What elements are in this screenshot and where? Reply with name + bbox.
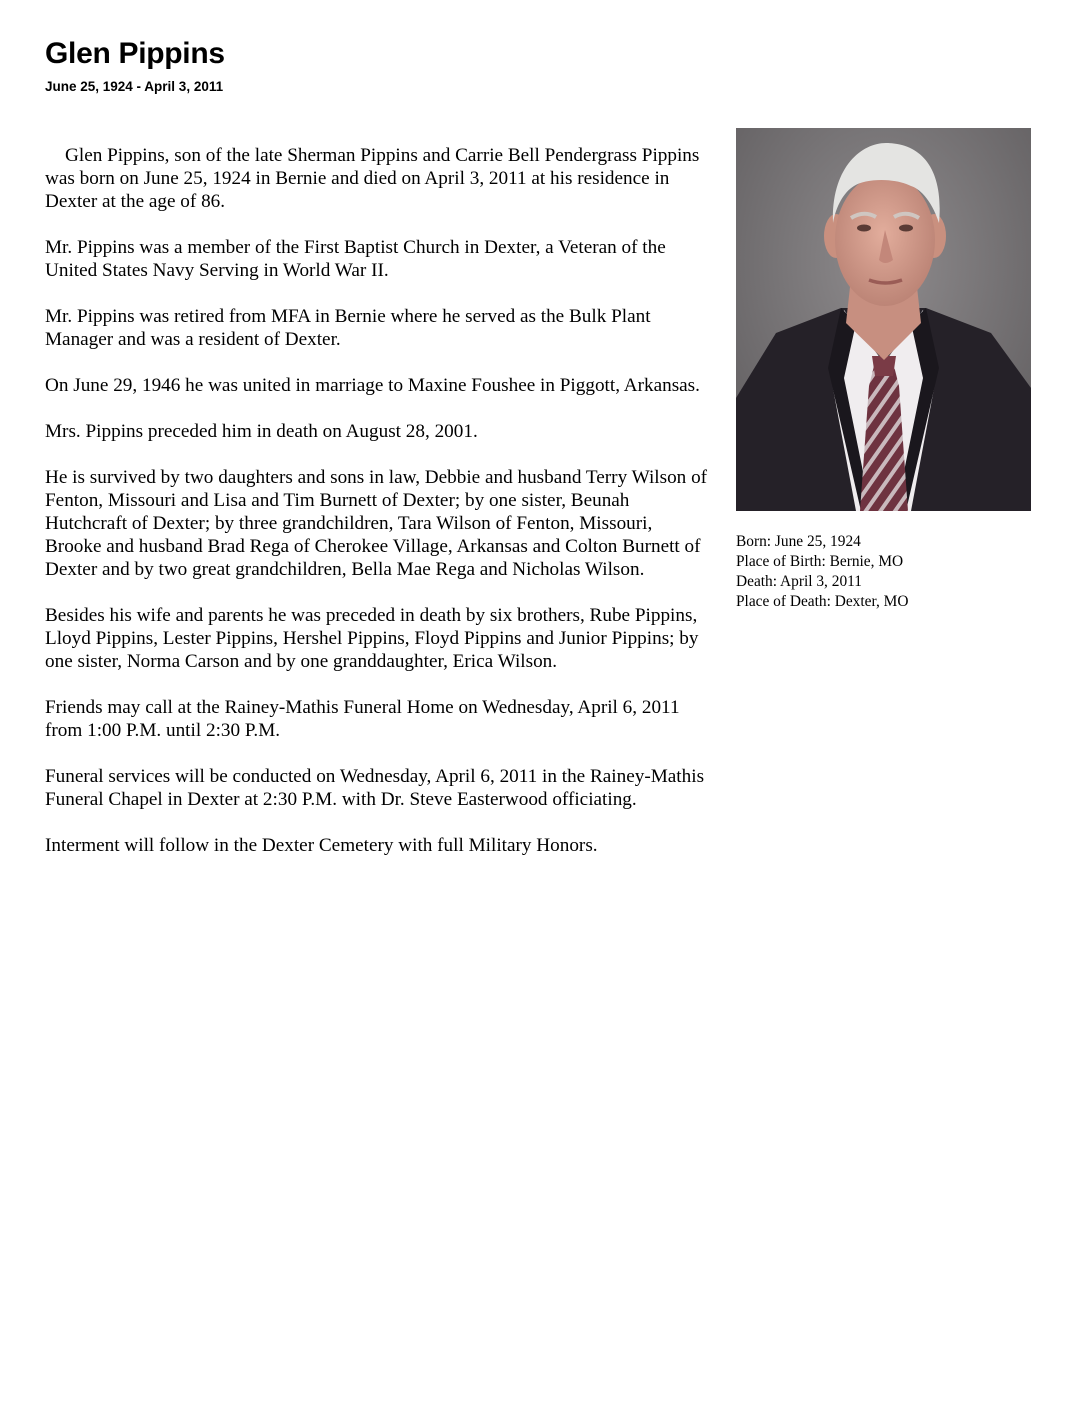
obituary-text: [45, 144, 713, 880]
obituary-paragraph: Mrs. Pippins preceded him in death on August 28, 2001.: [45, 421, 478, 442]
death-date: Death: April 3, 2011: [736, 573, 862, 590]
obituary-paragraph: Mr. Pippins was a member of the First Baptist Church in Dexter, a Veteran of the United States Navy Serving in World War II.: [45, 237, 666, 281]
birth-place: Place of Birth: Bernie, MO: [736, 553, 904, 570]
obituary-paragraph: Interment will follow in the Dexter Cemetery with full Military Honors.: [45, 835, 598, 856]
birth-date: Born: June 25, 1924: [736, 533, 861, 550]
obituary-paragraph: Funeral services will be conducted on Wednesday, April 6, 2011 in the Rainey-Mathis Funeral Chapel in Dexter at 2:30 P.M. with Dr. Steve Easterwood officiating.: [45, 766, 705, 810]
death-place: Place of Death: Dexter, MO: [736, 593, 909, 610]
vital-facts: [736, 532, 1056, 612]
right-eye: [899, 225, 913, 232]
obituary-paragraph: Glen Pippins, son of the late Sherman Pippins and Carrie Bell Pendergrass Pippins was born on June 25, 1924 in Bernie and died on April 3, 2011 at his residence in Dexter at the age of 86.: [45, 145, 700, 212]
page-title: Glen Pippins: [45, 37, 225, 70]
obituary-paragraph: Mr. Pippins was retired from MFA in Bernie where he served as the Bulk Plant Manager and was a resident of Dexter.: [45, 306, 651, 350]
obituary-paragraph: On June 29, 1946 he was united in marriage to Maxine Foushee in Piggott, Arkansas.: [45, 375, 700, 396]
portrait-photo: [736, 128, 1031, 511]
life-dates: June 25, 1924 - April 3, 2011: [45, 79, 224, 94]
left-eye: [857, 225, 871, 232]
obituary-paragraph: He is survived by two daughters and sons in law, Debbie and husband Terry Wilson of Fenton, Missouri and Lisa and Tim Burnett of Dexter; by one sister, Beunah Hutchcraft of Dexter; by three grandchildren, Tara Wilson of Fenton, Missouri, Brooke and husband Brad Rega of Cherokee Village, Arkansas and Colton Burnett of Dexter and by two great grandchildren, Bella Mae Rega and Nicholas Wilson.: [45, 467, 708, 580]
obituary-paragraph: Friends may call at the Rainey-Mathis Funeral Home on Wednesday, April 6, 2011 from 1:00 P.M. until 2:30 P.M.: [45, 697, 680, 741]
obituary-paragraph: Besides his wife and parents he was preceded in death by six brothers, Rube Pippins, Lloyd Pippins, Lester Pippins, Hershel Pippins, Floyd Pippins and Junior Pippins; by one sister, Norma Carson and by one granddaughter, Erica Wilson.: [45, 605, 699, 672]
